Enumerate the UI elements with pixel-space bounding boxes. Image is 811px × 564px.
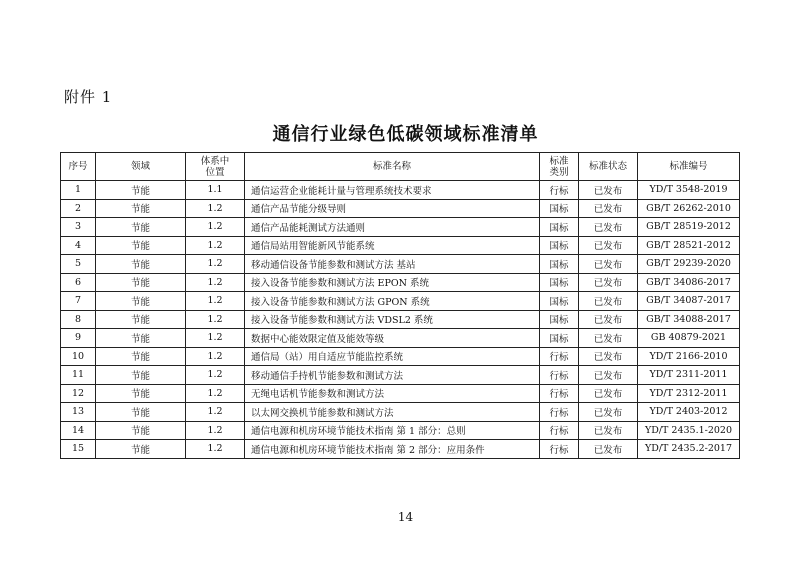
cell-status: 已发布 xyxy=(579,421,638,440)
cell-name: 接入设备节能参数和测试方法 VDSL2 系统 xyxy=(245,310,540,329)
cell-type: 国标 xyxy=(540,199,579,218)
cell-domain: 节能 xyxy=(96,403,186,422)
cell-index: 1 xyxy=(61,181,96,200)
cell-type: 行标 xyxy=(540,384,579,403)
cell-name: 接入设备节能参数和测试方法 EPON 系统 xyxy=(245,273,540,292)
cell-status: 已发布 xyxy=(579,310,638,329)
table-row xyxy=(61,421,740,440)
cell-index: 9 xyxy=(61,329,96,348)
cell-index: 3 xyxy=(61,218,96,237)
cell-index: 14 xyxy=(61,421,96,440)
cell-domain: 节能 xyxy=(96,310,186,329)
header-domain: 领域 xyxy=(96,153,186,181)
cell-status: 已发布 xyxy=(579,181,638,200)
cell-position: 1.2 xyxy=(186,440,245,459)
cell-index: 12 xyxy=(61,384,96,403)
cell-name: 接入设备节能参数和测试方法 GPON 系统 xyxy=(245,292,540,311)
cell-name: 通信局站用智能新风节能系统 xyxy=(245,236,540,255)
cell-status: 已发布 xyxy=(579,384,638,403)
cell-index: 4 xyxy=(61,236,96,255)
cell-position: 1.2 xyxy=(186,199,245,218)
cell-status: 已发布 xyxy=(579,292,638,311)
cell-type: 国标 xyxy=(540,218,579,237)
cell-position: 1.2 xyxy=(186,236,245,255)
cell-position: 1.2 xyxy=(186,366,245,385)
cell-position: 1.2 xyxy=(186,403,245,422)
cell-code: GB/T 34087-2017 xyxy=(638,292,740,311)
cell-type: 国标 xyxy=(540,255,579,274)
cell-code: YD/T 2311-2011 xyxy=(638,366,740,385)
table-row xyxy=(61,329,740,348)
cell-name: 移动通信设备节能参数和测试方法 基站 xyxy=(245,255,540,274)
cell-status: 已发布 xyxy=(579,366,638,385)
cell-name: 以太网交换机节能参数和测试方法 xyxy=(245,403,540,422)
cell-code: GB/T 28519-2012 xyxy=(638,218,740,237)
cell-index: 8 xyxy=(61,310,96,329)
cell-name: 通信产品节能分级导则 xyxy=(245,199,540,218)
cell-code: YD/T 2435.1-2020 xyxy=(638,421,740,440)
cell-status: 已发布 xyxy=(579,347,638,366)
table-header-row xyxy=(61,153,740,181)
header-index: 序号 xyxy=(61,153,96,181)
cell-position: 1.2 xyxy=(186,255,245,274)
table-row xyxy=(61,255,740,274)
cell-status: 已发布 xyxy=(579,273,638,292)
table-row xyxy=(61,347,740,366)
cell-type: 行标 xyxy=(540,403,579,422)
cell-domain: 节能 xyxy=(96,292,186,311)
cell-domain: 节能 xyxy=(96,255,186,274)
header-code: 标准编号 xyxy=(638,153,740,181)
cell-name: 移动通信手持机节能参数和测试方法 xyxy=(245,366,540,385)
document-title: 通信行业绿色低碳领域标准清单 xyxy=(272,124,539,145)
cell-position: 1.2 xyxy=(186,329,245,348)
cell-code: YD/T 3548-2019 xyxy=(638,181,740,200)
cell-type: 国标 xyxy=(540,292,579,311)
cell-code: GB 40879-2021 xyxy=(638,329,740,348)
table-row xyxy=(61,181,740,200)
table-row xyxy=(61,310,740,329)
cell-position: 1.2 xyxy=(186,218,245,237)
cell-name: 通信电源和机房环境节能技术指南 第 1 部分：总则 xyxy=(245,421,540,440)
table-row xyxy=(61,440,740,459)
table-row xyxy=(61,384,740,403)
table-body xyxy=(61,181,740,459)
cell-position: 1.2 xyxy=(186,384,245,403)
header-position-line1: 体系中 xyxy=(200,155,230,167)
page-number: 14 xyxy=(397,510,414,524)
cell-code: GB/T 26262-2010 xyxy=(638,199,740,218)
table-row xyxy=(61,236,740,255)
cell-domain: 节能 xyxy=(96,199,186,218)
cell-name: 无绳电话机节能参数和测试方法 xyxy=(245,384,540,403)
cell-domain: 节能 xyxy=(96,384,186,403)
table-row xyxy=(61,403,740,422)
cell-type: 行标 xyxy=(540,421,579,440)
cell-status: 已发布 xyxy=(579,236,638,255)
cell-index: 7 xyxy=(61,292,96,311)
cell-status: 已发布 xyxy=(579,440,638,459)
cell-code: GB/T 28521-2012 xyxy=(638,236,740,255)
cell-status: 已发布 xyxy=(579,403,638,422)
header-type-line2: 类别 xyxy=(549,166,569,178)
cell-code: YD/T 2435.2-2017 xyxy=(638,440,740,459)
cell-code: YD/T 2403-2012 xyxy=(638,403,740,422)
cell-position: 1.2 xyxy=(186,310,245,329)
cell-status: 已发布 xyxy=(579,255,638,274)
cell-domain: 节能 xyxy=(96,181,186,200)
cell-status: 已发布 xyxy=(579,199,638,218)
standards-table xyxy=(60,152,740,459)
cell-type: 国标 xyxy=(540,273,579,292)
cell-domain: 节能 xyxy=(96,236,186,255)
cell-code: GB/T 34088-2017 xyxy=(638,310,740,329)
cell-status: 已发布 xyxy=(579,218,638,237)
cell-code: YD/T 2166-2010 xyxy=(638,347,740,366)
attachment-label: 附件 1 xyxy=(64,88,113,106)
cell-position: 1.2 xyxy=(186,273,245,292)
cell-type: 国标 xyxy=(540,329,579,348)
cell-name: 通信运营企业能耗计量与管理系统技术要求 xyxy=(245,181,540,200)
cell-code: GB/T 29239-2020 xyxy=(638,255,740,274)
cell-index: 6 xyxy=(61,273,96,292)
header-position-line2: 位置 xyxy=(205,166,225,178)
cell-index: 2 xyxy=(61,199,96,218)
cell-position: 1.1 xyxy=(186,181,245,200)
cell-status: 已发布 xyxy=(579,329,638,348)
table-row xyxy=(61,292,740,311)
cell-domain: 节能 xyxy=(96,347,186,366)
cell-code: GB/T 34086-2017 xyxy=(638,273,740,292)
cell-type: 行标 xyxy=(540,181,579,200)
cell-type: 行标 xyxy=(540,440,579,459)
cell-type: 国标 xyxy=(540,236,579,255)
header-status: 标准状态 xyxy=(579,153,638,181)
cell-index: 10 xyxy=(61,347,96,366)
cell-domain: 节能 xyxy=(96,218,186,237)
header-type xyxy=(540,153,579,181)
cell-name: 通信电源和机房环境节能技术指南 第 2 部分：应用条件 xyxy=(245,440,540,459)
header-type-line1: 标准 xyxy=(549,155,569,167)
cell-position: 1.2 xyxy=(186,292,245,311)
cell-position: 1.2 xyxy=(186,421,245,440)
header-position xyxy=(186,153,245,181)
cell-name: 通信产品能耗测试方法通则 xyxy=(245,218,540,237)
cell-domain: 节能 xyxy=(96,273,186,292)
cell-index: 15 xyxy=(61,440,96,459)
table-row xyxy=(61,273,740,292)
cell-domain: 节能 xyxy=(96,440,186,459)
cell-type: 行标 xyxy=(540,366,579,385)
cell-code: YD/T 2312-2011 xyxy=(638,384,740,403)
header-name: 标准名称 xyxy=(245,153,540,181)
table-row xyxy=(61,366,740,385)
table-row xyxy=(61,218,740,237)
cell-domain: 节能 xyxy=(96,421,186,440)
cell-domain: 节能 xyxy=(96,366,186,385)
cell-type: 国标 xyxy=(540,310,579,329)
cell-name: 通信局（站）用自适应节能监控系统 xyxy=(245,347,540,366)
cell-domain: 节能 xyxy=(96,329,186,348)
cell-type: 行标 xyxy=(540,347,579,366)
cell-name: 数据中心能效限定值及能效等级 xyxy=(245,329,540,348)
cell-index: 11 xyxy=(61,366,96,385)
cell-index: 5 xyxy=(61,255,96,274)
table-row xyxy=(61,199,740,218)
cell-position: 1.2 xyxy=(186,347,245,366)
cell-index: 13 xyxy=(61,403,96,422)
